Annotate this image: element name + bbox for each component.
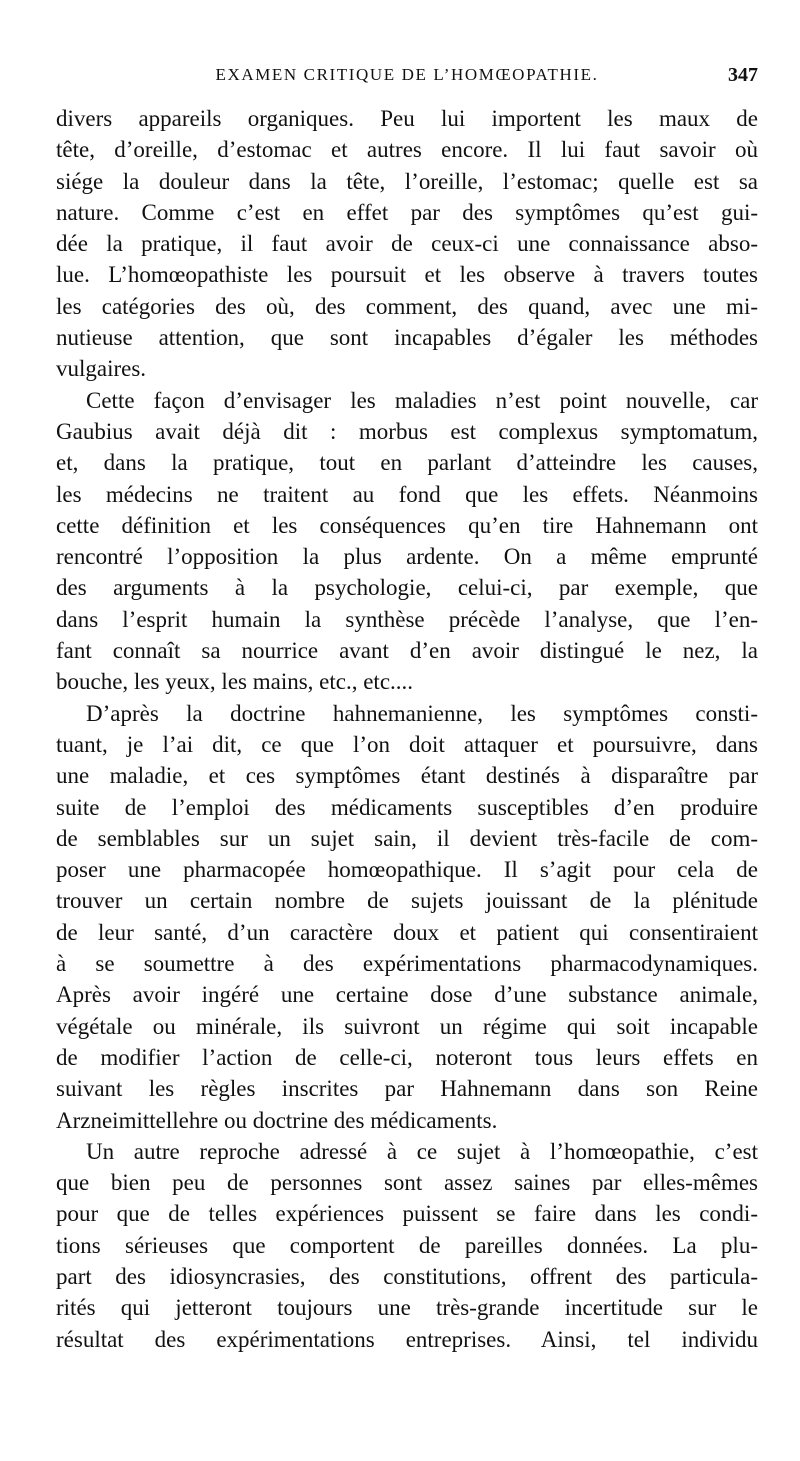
- text-line: trouver un certain nombre de sujets jouissant de la plénitude: [56, 888, 758, 914]
- text-line: fant connaît sa nourrice avant d’en avoir distingué le nez, la: [56, 638, 758, 664]
- text-line: Gaubius avait déjà dit : morbus est complexus symptomatum,: [56, 418, 758, 444]
- text-line: une maladie, et ces symptômes étant destinés à disparaître par: [56, 763, 758, 789]
- text-line: rencontré l’opposition la plus ardente. On a même emprunté: [56, 544, 758, 570]
- text-line: part des idiosyncrasies, des constitutions, offrent des particula-: [56, 1263, 758, 1289]
- text-line: tions sérieuses que comportent de pareilles données. La plu-: [56, 1232, 758, 1258]
- text-line: des arguments à la psychologie, celui-ci, par exemple, que: [56, 575, 758, 601]
- text-line: tuant, je l’ai dit, ce que l’on doit attaquer et poursuivre, dans: [56, 731, 758, 757]
- running-header: [56, 60, 758, 90]
- text-line: nutieuse attention, que sont incapables d’égaler les méthodes: [56, 325, 758, 351]
- page-number: 347: [728, 64, 758, 86]
- text-line: bouche, les yeux, les mains, etc., etc....: [56, 669, 414, 695]
- text-line: Cette façon d’envisager les maladies n’est point nouvelle, car: [86, 387, 758, 413]
- text-line: pour que de telles expériences puissent se faire dans les condi-: [56, 1201, 758, 1227]
- text-line: siége la douleur dans la tête, l’oreille, l’estomac; quelle est sa: [56, 168, 758, 194]
- text-line: poser une pharmacopée homœopathique. Il s’agit pour cela de: [56, 857, 758, 883]
- text-line: végétale ou minérale, ils suivront un régime qui soit incapable: [56, 1013, 758, 1039]
- text-line: à se soumettre à des expérimentations pharmacodynamiques.: [56, 951, 758, 977]
- body-text: [56, 103, 758, 1355]
- text-line: divers appareils organiques. Peu lui importent les maux de: [56, 106, 758, 131]
- text-line: de modifier l’action de celle-ci, noteront tous leurs effets en: [56, 1044, 758, 1070]
- text-line: les médecins ne traitent au fond que les effets. Néanmoins: [56, 481, 758, 507]
- text-line: lue. L’homœopathiste les poursuit et les observe à travers toutes: [56, 262, 758, 288]
- text-line: dée la pratique, il faut avoir de ceux-ci une connaissance abso-: [56, 231, 758, 257]
- text-line: les catégories des où, des comment, des quand, avec une mi-: [56, 293, 758, 319]
- text-line: Après avoir ingéré une certaine dose d’une substance animale,: [56, 982, 758, 1008]
- text-line: rités qui jetteront toujours une très-grande incertitude sur le: [56, 1295, 758, 1321]
- text-line: tête, d’oreille, d’estomac et autres encore. Il lui faut savoir où: [56, 137, 758, 163]
- text-line: Arzneimittellehre ou doctrine des médicaments.: [56, 1107, 498, 1133]
- text-line: cette définition et les conséquences qu’en tire Hahnemann ont: [56, 512, 758, 538]
- text-line: nature. Comme c’est en effet par des symptômes qu’est gui-: [56, 199, 758, 225]
- text-line: de semblables sur un sujet sain, il devient très-facile de com-: [56, 825, 758, 851]
- text-line: suite de l’emploi des médicaments susceptibles d’en produire: [56, 794, 758, 820]
- text-line: et, dans la pratique, tout en parlant d’atteindre les causes,: [56, 450, 758, 476]
- text-line: de leur santé, d’un caractère doux et patient qui consentiraient: [56, 919, 758, 945]
- text-line: dans l’esprit humain la synthèse précède l’analyse, que l’en-: [56, 606, 758, 632]
- running-title: EXAMEN CRITIQUE DE L’HOMŒOPATHIE.: [215, 65, 599, 84]
- text-line: Un autre reproche adressé à ce sujet à l’homœopathie, c’est: [86, 1138, 758, 1164]
- text-line: suivant les règles inscrites par Hahnemann dans son Reine: [56, 1076, 758, 1102]
- text-line: que bien peu de personnes sont assez saines par elles-mêmes: [56, 1170, 758, 1196]
- text-line: résultat des expérimentations entreprises. Ainsi, tel individu: [56, 1326, 758, 1352]
- text-line: vulgaires.: [56, 356, 147, 382]
- text-line: D’après la doctrine hahnemanienne, les symptômes consti-: [86, 700, 758, 726]
